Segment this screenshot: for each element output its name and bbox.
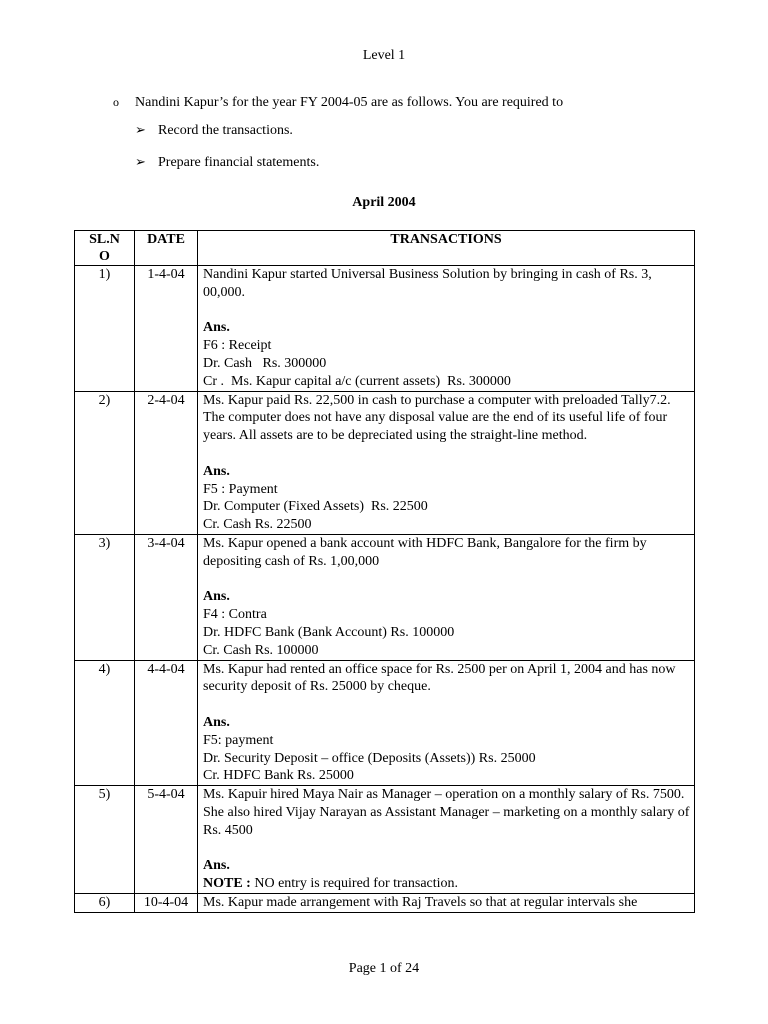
journal-entry-line: Cr . Ms. Kapur capital a/c (current assets) Rs. 300000 [203, 373, 511, 389]
row-sl-number: 2) [75, 391, 135, 534]
document-header-level: Level 1 [362, 48, 406, 63]
journal-entry-line: Cr. Cash Rs. 100000 [203, 642, 319, 658]
arrow-bullet-icon: ➢ [135, 122, 146, 137]
row-date: 10-4-04 [135, 893, 198, 912]
column-header-slno [75, 231, 135, 266]
column-header-slno-line2: O [99, 249, 110, 264]
row-sl-number: 3) [75, 534, 135, 660]
transaction-description: Ms. Kapur made arrangement with Raj Travels so that at regular intervals she [203, 894, 638, 910]
table-row [75, 786, 695, 894]
journal-entry-line: Dr. Computer (Fixed Assets) Rs. 22500 [203, 499, 428, 515]
arrow-bullet-icon: ➢ [135, 154, 146, 169]
journal-entry-line: Dr. Cash Rs. 300000 [203, 355, 327, 371]
answer-label: Ans. [203, 463, 230, 479]
journal-entry-line: Dr. Security Deposit – office (Deposits (Assets)) Rs. 25000 [203, 750, 536, 766]
answer-label: Ans. [203, 589, 230, 605]
row-date: 5-4-04 [135, 786, 198, 894]
task-item [135, 121, 293, 140]
journal-entry-line: F5 : Payment [203, 481, 278, 497]
table-header-row [75, 231, 695, 266]
journal-entry-line: Dr. HDFC Bank (Bank Account) Rs. 100000 [203, 624, 455, 640]
transaction-description: Ms. Kapur paid Rs. 22,500 in cash to purchase a computer with preloaded Tally7.2. The computer does not have any disposal value are the end of its useful life of four years. All assets are to be depreciated using the straight-line method. [203, 392, 671, 444]
row-date: 3-4-04 [135, 534, 198, 660]
column-header-transactions: TRANSACTIONS [198, 231, 695, 266]
table-row [75, 266, 695, 392]
transaction-description: Nandini Kapur started Universal Business Solution by bringing in cash of Rs. 3, 00,000. [203, 267, 652, 300]
transaction-description: Ms. Kapur opened a bank account with HDFC Bank, Bangalore for the firm by depositing cash of Rs. 1,00,000 [203, 535, 647, 569]
transactions-table [74, 230, 695, 913]
column-header-date: DATE [135, 231, 198, 266]
row-sl-number: 1) [75, 266, 135, 392]
row-transaction [198, 391, 695, 534]
note-text: NO entry is required for transaction. [250, 876, 459, 892]
intro-text: Nandini Kapur’s for the year FY 2004-05 are as follows. You are required to [135, 95, 564, 110]
table-row [75, 660, 695, 786]
page-number: Page 1 of 24 [348, 961, 420, 976]
circle-bullet-icon: o [113, 95, 119, 109]
row-sl-number: 5) [75, 786, 135, 894]
row-date: 1-4-04 [135, 266, 198, 392]
note-label: NOTE : [203, 876, 251, 892]
journal-entry-line: F5: payment [203, 732, 274, 748]
row-sl-number: 4) [75, 660, 135, 786]
intro-line [113, 94, 563, 112]
answer-label: Ans. [203, 320, 230, 336]
row-date: 4-4-04 [135, 660, 198, 786]
task-item [135, 153, 319, 172]
row-transaction [198, 266, 695, 392]
task-item-text: Record the transactions. [158, 123, 293, 138]
journal-entry-line: Cr. HDFC Bank Rs. 25000 [203, 768, 354, 784]
journal-entry-line: F6 : Receipt [203, 338, 272, 354]
row-transaction [198, 893, 695, 912]
journal-entry-line: Cr. Cash Rs. 22500 [203, 517, 312, 533]
row-transaction [198, 660, 695, 786]
table-row [75, 534, 695, 660]
note-line [203, 875, 690, 893]
row-transaction [198, 534, 695, 660]
row-sl-number: 6) [75, 893, 135, 912]
month-title: April 2004 [352, 195, 416, 210]
journal-entry-line: F4 : Contra [203, 607, 267, 623]
column-header-slno-line1: SL.N [89, 232, 120, 247]
row-date: 2-4-04 [135, 391, 198, 534]
row-transaction [198, 786, 695, 894]
transaction-description: Ms. Kapuir hired Maya Nair as Manager – operation on a monthly salary of Rs. 7500. She also hired Vijay Narayan as Assistant Manager – marketing on a monthly salary of Rs. 4500 [203, 787, 690, 838]
task-item-text: Prepare financial statements. [158, 155, 320, 170]
table-row [75, 893, 695, 912]
answer-label: Ans. [203, 858, 230, 874]
answer-label: Ans. [203, 714, 230, 730]
transaction-description: Ms. Kapur had rented an office space for Rs. 2500 per on April 1, 2004 and has now security deposit of Rs. 25000 by cheque. [203, 661, 676, 695]
table-row [75, 391, 695, 534]
